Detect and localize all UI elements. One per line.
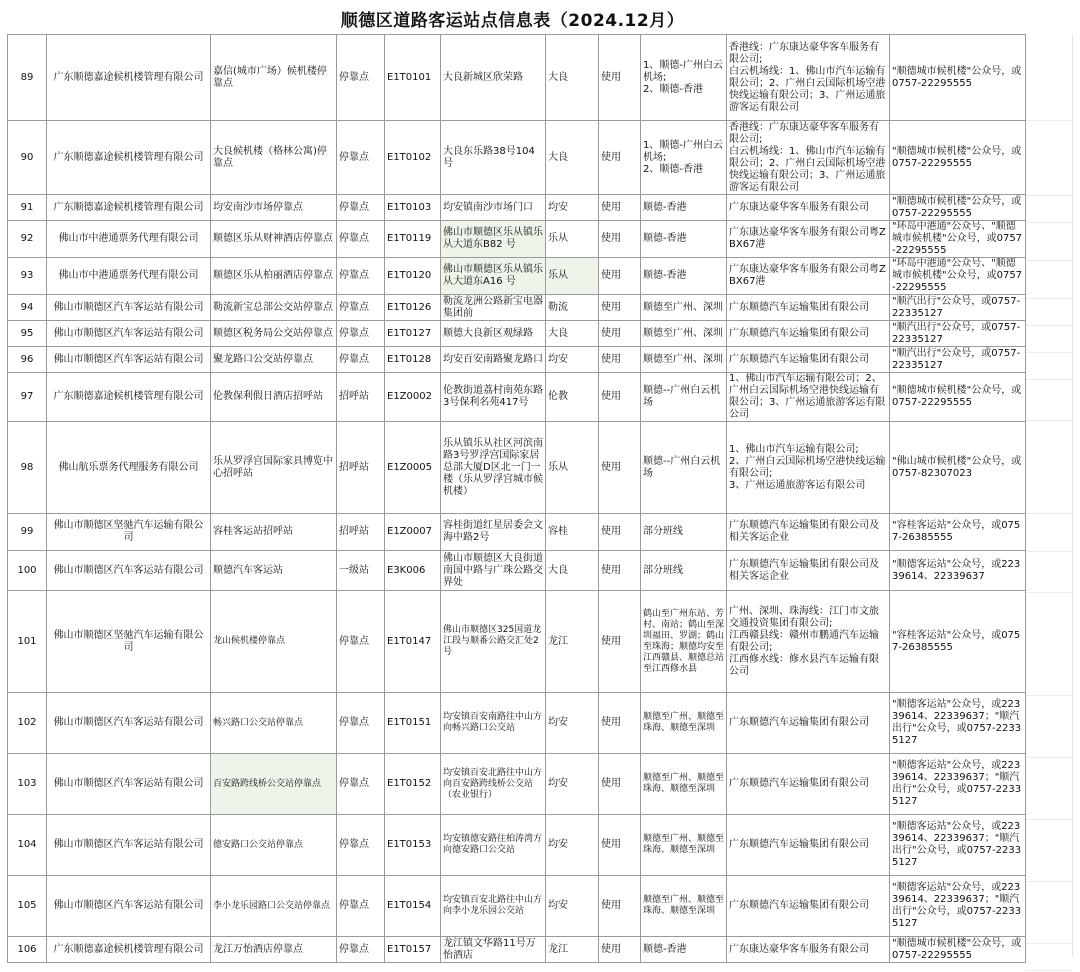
town-cell: 均安	[546, 195, 599, 221]
station-type-cell: 一级站	[337, 551, 385, 591]
town-cell: 大良	[546, 121, 599, 195]
carriers-cell: 广东顺德汽车运输集团有限公司	[727, 876, 890, 937]
carriers-cell: 广东康达豪华客车服务有限公司	[727, 937, 890, 963]
station-type-cell: 停靠点	[337, 591, 385, 693]
lines-cell: 顺德-香港	[641, 195, 727, 221]
contact-cell: "顺德客运站"公众号，或22339614、22339637；"顺汽出行"公众号，或0757-22335127	[890, 876, 1026, 937]
row-number: 101	[8, 591, 47, 693]
table-row	[8, 321, 1026, 347]
station-type-cell: 招呼站	[337, 422, 385, 514]
town-cell: 大良	[546, 35, 599, 121]
table-row	[8, 121, 1026, 195]
status-cell: 使用	[599, 121, 641, 195]
row-number: 100	[8, 551, 47, 591]
station-name-cell: 均安南沙市场停靠点	[211, 195, 337, 221]
empty-cell	[1025, 593, 1072, 696]
station-code-cell: E1T0153	[385, 815, 441, 876]
operator-cell: 佛山市中港通票务代理有限公司	[47, 221, 211, 258]
operator-cell: 广东顺德嘉途候机楼管理有限公司	[47, 35, 211, 121]
station-code-cell: E1T0119	[385, 221, 441, 258]
contact-cell: "顺德城市候机楼"公众号，或0757-22295555	[890, 373, 1026, 422]
row-number: 94	[8, 295, 47, 321]
table-row	[8, 815, 1026, 876]
operator-cell: 佛山市顺德区汽车客运站有限公司	[47, 295, 211, 321]
row-number: 92	[8, 221, 47, 258]
carriers-cell: 广东顺德汽车运输集团有限公司及相关客运企业	[727, 514, 890, 551]
town-cell: 龙江	[546, 937, 599, 963]
empty-cell	[1025, 820, 1072, 882]
row-number: 90	[8, 121, 47, 195]
station-type-cell: 停靠点	[337, 195, 385, 221]
operator-cell: 佛山市顺德区坚驰汽车运输有限公司	[47, 591, 211, 693]
row-number: 105	[8, 876, 47, 937]
station-code-cell: E1T0151	[385, 693, 441, 754]
station-code-cell: E1Z0007	[385, 514, 441, 551]
carriers-cell: 1、佛山市汽车运输有限公司；2、广州白云国际机场空港快线运输有限公司；3、广州运通旅游客运有限公司	[727, 373, 890, 422]
status-cell: 使用	[599, 514, 641, 551]
station-name-cell: 嘉信(城市广场）候机楼停靠点	[211, 35, 337, 121]
station-code-cell: E1Z0005	[385, 422, 441, 514]
station-code-cell: E1T0120	[385, 258, 441, 295]
lines-cell: 顺德至广州、顺德至珠海、顺德至深圳	[641, 693, 727, 754]
status-cell: 使用	[599, 551, 641, 591]
lines-cell: 鹤山至广州东站、芳村、南站；鹤山至深圳福田、罗湖；鹤山至珠海；顺德均安至江西赣县、顺德总站至江西修水县	[641, 591, 727, 693]
contact-cell: "顺德城市候机楼"公众号，或0757-22295555	[890, 937, 1026, 963]
station-code-cell: E1T0102	[385, 121, 441, 195]
station-code-cell: E1T0126	[385, 295, 441, 321]
station-name-cell: 勒流新宝总部公交站停靠点	[211, 295, 337, 321]
operator-cell: 广东顺德嘉途候机楼管理有限公司	[47, 195, 211, 221]
station-code-cell: E1T0157	[385, 937, 441, 963]
empty-cell	[1025, 261, 1072, 299]
carriers-cell: 香港线：广东康达豪华客车服务有限公司; 白云机场线：1、佛山市汽车运输有限公司；2、广州白云国际机场空港快线运输有限公司；3、广州运通旅游客运有限公司	[727, 35, 890, 121]
carriers-cell: 广东顺德汽车运输集团有限公司	[727, 347, 890, 373]
station-code-cell: E3K006	[385, 551, 441, 591]
contact-cell: "容桂客运站"公众号，或0757-26385555	[890, 514, 1026, 551]
empty-cell	[1025, 514, 1072, 552]
station-name-cell: 顺德区乐从柏丽酒店停靠点	[211, 258, 337, 295]
empty-cell	[1025, 380, 1072, 421]
carriers-cell: 广东康达豪华客车服务有限公司粤ZBX67港	[727, 221, 890, 258]
address-cell: 佛山市顺德区乐从镇乐从大道东A16 号	[441, 258, 546, 295]
empty-cell	[1025, 223, 1072, 261]
operator-cell: 佛山市顺德区汽车客运站有限公司	[47, 815, 211, 876]
station-name-cell: 伦教保利假日酒店招呼站	[211, 373, 337, 422]
empty-cell	[1025, 421, 1072, 514]
contact-cell: "顺汽出行"公众号，或0757-22335127	[890, 321, 1026, 347]
contact-cell: "环岛中港通"公众号、"顺德城市候机楼"公众号，或0757-22295555	[890, 221, 1026, 258]
operator-cell: 佛山市顺德区汽车客运站有限公司	[47, 321, 211, 347]
carriers-cell: 广东顺德汽车运输集团有限公司及相关客运企业	[727, 551, 890, 591]
row-number: 96	[8, 347, 47, 373]
address-cell: 均安百安南路聚龙路口	[441, 347, 546, 373]
status-cell: 使用	[599, 258, 641, 295]
table-row	[8, 754, 1026, 815]
empty-cell	[1025, 552, 1072, 593]
lines-cell: 顺德-香港	[641, 221, 727, 258]
status-cell: 使用	[599, 591, 641, 693]
lines-cell: 顺德至广州、顺德至珠海、顺德至深圳	[641, 754, 727, 815]
status-cell: 使用	[599, 221, 641, 258]
station-table	[7, 34, 1026, 963]
station-name-cell: 龙山候机楼停靠点	[211, 591, 337, 693]
lines-cell: 顺德至广州、深圳	[641, 295, 727, 321]
station-code-cell: E1Z0002	[385, 373, 441, 422]
status-cell: 使用	[599, 373, 641, 422]
station-type-cell: 停靠点	[337, 347, 385, 373]
table-row	[8, 195, 1026, 221]
operator-cell: 佛山航乐票务代理服务有限公司	[47, 422, 211, 514]
station-type-cell: 停靠点	[337, 693, 385, 754]
station-type-cell: 停靠点	[337, 221, 385, 258]
town-cell: 均安	[546, 815, 599, 876]
station-name-cell: 龙江万怡酒店停靠点	[211, 937, 337, 963]
operator-cell: 广东顺德嘉途候机楼管理有限公司	[47, 937, 211, 963]
lines-cell: 部分班线	[641, 514, 727, 551]
contact-cell: "容桂客运站"公众号，或0757-26385555	[890, 591, 1026, 693]
empty-cell	[1025, 944, 1072, 971]
station-code-cell: E1T0127	[385, 321, 441, 347]
address-cell: 大良东乐路38号104号	[441, 121, 546, 195]
lines-cell: 顺德至广州、顺德至珠海、顺德至深圳	[641, 876, 727, 937]
town-cell: 乐从	[546, 221, 599, 258]
contact-cell: "顺德客运站"公众号，或22339614、22339637	[890, 551, 1026, 591]
row-number: 97	[8, 373, 47, 422]
carriers-cell: 广东顺德汽车运输集团有限公司	[727, 754, 890, 815]
row-number: 95	[8, 321, 47, 347]
address-cell: 顺德大良新区观绿路	[441, 321, 546, 347]
station-code-cell: E1T0147	[385, 591, 441, 693]
station-name-cell: 顺德汽车客运站	[211, 551, 337, 591]
table-row	[8, 373, 1026, 422]
empty-cell	[1025, 299, 1072, 326]
address-cell: 佛山市顺德区325国道龙江段与顺番公路交汇处2号	[441, 591, 546, 693]
row-number: 106	[8, 937, 47, 963]
station-name-cell: 李小龙乐园路口公交站停靠点	[211, 876, 337, 937]
row-number: 104	[8, 815, 47, 876]
empty-cell	[1025, 353, 1072, 380]
address-cell: 均安镇百安南路往中山方向畅兴路口公交站	[441, 693, 546, 754]
station-name-cell: 百安路跨线桥公交站停靠点	[211, 754, 337, 815]
table-row	[8, 258, 1026, 295]
station-name-cell: 德安路口公交站停靠点	[211, 815, 337, 876]
page-title: 顺德区道路客运站点信息表（2024.12月）	[340, 11, 685, 31]
table-row	[8, 876, 1026, 937]
lines-cell: 顺德--广州白云机场	[641, 422, 727, 514]
empty-cell	[1025, 326, 1072, 353]
empty-cell	[1025, 758, 1072, 820]
town-cell: 均安	[546, 347, 599, 373]
operator-cell: 佛山市顺德区汽车客运站有限公司	[47, 347, 211, 373]
contact-cell: "佛山城市候机楼"公众号，或0757-82307023	[890, 422, 1026, 514]
table-row	[8, 937, 1026, 963]
empty-cell	[1025, 196, 1072, 223]
lines-cell: 1、顺德-广州白云机场; 2、顺德-香港	[641, 121, 727, 195]
carriers-cell: 广东康达豪华客车服务有限公司粤ZBX67港	[727, 258, 890, 295]
lines-cell: 顺德-香港	[641, 937, 727, 963]
town-cell: 龙江	[546, 591, 599, 693]
empty-cell	[1025, 121, 1072, 196]
station-code-cell: E1T0152	[385, 754, 441, 815]
contact-cell: "顺汽出行"公众号，或0757-22335127	[890, 295, 1026, 321]
contact-cell: "顺德客运站"公众号，或22339614、22339637；"顺汽出行"公众号，或0757-22335127	[890, 754, 1026, 815]
row-number: 102	[8, 693, 47, 754]
operator-cell: 广东顺德嘉途候机楼管理有限公司	[47, 121, 211, 195]
lines-cell: 顺德-香港	[641, 258, 727, 295]
lines-cell: 1、顺德-广州白云机场; 2、顺德-香港	[641, 35, 727, 121]
station-type-cell: 停靠点	[337, 121, 385, 195]
station-type-cell: 停靠点	[337, 876, 385, 937]
address-cell: 佛山市顺德区乐从镇乐从大道东B82 号	[441, 221, 546, 258]
table-row	[8, 295, 1026, 321]
status-cell: 使用	[599, 347, 641, 373]
row-number: 99	[8, 514, 47, 551]
table-row	[8, 551, 1026, 591]
town-cell: 勒流	[546, 295, 599, 321]
station-name-cell: 顺德区乐从财神酒店停靠点	[211, 221, 337, 258]
status-cell: 使用	[599, 876, 641, 937]
town-cell: 乐从	[546, 258, 599, 295]
contact-cell: "顺德客运站"公众号，或22339614、22339637；"顺汽出行"公众号，或0757-22335127	[890, 815, 1026, 876]
carriers-cell: 广州、深圳、珠海线：江门市文旅交通投资集团有限公司; 江西赣县线：赣州市鹏通汽车运输有限公司; 江西修水线：修水县汽车运输有限公司	[727, 591, 890, 693]
carriers-cell: 广东康达豪华客车服务有限公司	[727, 195, 890, 221]
row-number: 93	[8, 258, 47, 295]
town-cell: 容桂	[546, 514, 599, 551]
operator-cell: 佛山市顺德区汽车客运站有限公司	[47, 693, 211, 754]
empty-cell	[1025, 882, 1072, 944]
status-cell: 使用	[599, 295, 641, 321]
row-number: 103	[8, 754, 47, 815]
status-cell: 使用	[599, 35, 641, 121]
status-cell: 使用	[599, 321, 641, 347]
station-code-cell: E1T0154	[385, 876, 441, 937]
station-name-cell: 容桂客运站招呼站	[211, 514, 337, 551]
lines-cell: 顺德至广州、深圳	[641, 321, 727, 347]
contact-cell: "顺汽出行"公众号，或0757-22335127	[890, 347, 1026, 373]
station-name-cell: 大良候机楼（格林公寓)停靠点	[211, 121, 337, 195]
operator-cell: 佛山市顺德区汽车客运站有限公司	[47, 876, 211, 937]
row-number: 91	[8, 195, 47, 221]
table-row	[8, 347, 1026, 373]
address-cell: 均安镇百安北路往中山方向李小龙乐园公交站	[441, 876, 546, 937]
operator-cell: 佛山市顺德区坚驰汽车运输有限公司	[47, 514, 211, 551]
address-cell: 均安镇南沙市场门口	[441, 195, 546, 221]
address-cell: 容桂街道红星居委会文海中路2号	[441, 514, 546, 551]
address-cell: 勒流龙洲公路新宝电器集团前	[441, 295, 546, 321]
table-row	[8, 221, 1026, 258]
empty-column	[1025, 34, 1073, 956]
empty-cell	[1025, 34, 1072, 121]
address-cell: 大良新城区欣荣路	[441, 35, 546, 121]
operator-cell: 佛山市顺德区汽车客运站有限公司	[47, 551, 211, 591]
station-type-cell: 招呼站	[337, 373, 385, 422]
status-cell: 使用	[599, 815, 641, 876]
status-cell: 使用	[599, 422, 641, 514]
station-type-cell: 停靠点	[337, 815, 385, 876]
lines-cell: 部分班线	[641, 551, 727, 591]
town-cell: 均安	[546, 693, 599, 754]
town-cell: 伦教	[546, 373, 599, 422]
status-cell: 使用	[599, 195, 641, 221]
lines-cell: 顺德--广州白云机场	[641, 373, 727, 422]
status-cell: 使用	[599, 693, 641, 754]
contact-cell: "顺德城市候机楼"公众号，或0757-22295555	[890, 195, 1026, 221]
lines-cell: 顺德至广州、深圳	[641, 347, 727, 373]
station-type-cell: 停靠点	[337, 35, 385, 121]
address-cell: 均安镇德安路往柏涛湾方向德安路口公交站	[441, 815, 546, 876]
town-cell: 乐从	[546, 422, 599, 514]
station-type-cell: 招呼站	[337, 514, 385, 551]
address-cell: 乐从镇乐从社区河滨南路3号罗浮宫国际家居总部大厦D区北一门一楼（乐从罗浮宫城市候机楼）	[441, 422, 546, 514]
station-name-cell: 乐从罗浮宫国际家具博览中心招呼站	[211, 422, 337, 514]
table-row	[8, 693, 1026, 754]
contact-cell: "顺德客运站"公众号，或22339614、22339637；"顺汽出行"公众号，或0757-22335127	[890, 693, 1026, 754]
lines-cell: 顺德至广州、顺德至珠海、顺德至深圳	[641, 815, 727, 876]
carriers-cell: 香港线：广东康达豪华客车服务有限公司; 白云机场线：1、佛山市汽车运输有限公司；2、广州白云国际机场空港快线运输有限公司；3、广州运通旅游客运有限公司	[727, 121, 890, 195]
town-cell: 大良	[546, 321, 599, 347]
station-name-cell: 顺德区税务局公交站停靠点	[211, 321, 337, 347]
town-cell: 均安	[546, 754, 599, 815]
table-row	[8, 514, 1026, 551]
station-type-cell: 停靠点	[337, 295, 385, 321]
address-cell: 佛山市顺德区大良街道南国中路与广珠公路交界处	[441, 551, 546, 591]
table-row	[8, 591, 1026, 693]
station-type-cell: 停靠点	[337, 258, 385, 295]
address-cell: 龙江镇文华路11号万怡酒店	[441, 937, 546, 963]
operator-cell: 佛山市中港通票务代理有限公司	[47, 258, 211, 295]
station-code-cell: E1T0101	[385, 35, 441, 121]
row-number: 98	[8, 422, 47, 514]
row-number: 89	[8, 35, 47, 121]
carriers-cell: 1、佛山市汽车运输有限公司; 2、广州白云国际机场空港快线运输有限公司; 3、广州运通旅游客运有限公司	[727, 422, 890, 514]
station-name-cell: 畅兴路口公交站停靠点	[211, 693, 337, 754]
address-cell: 均安镇百安北路往中山方向百安路跨线桥公交站（农业银行）	[441, 754, 546, 815]
station-name-cell: 聚龙路口公交站停靠点	[211, 347, 337, 373]
station-type-cell: 停靠点	[337, 321, 385, 347]
contact-cell: "顺德城市候机楼"公众号，或0757-22295555	[890, 121, 1026, 195]
station-type-cell: 停靠点	[337, 937, 385, 963]
table-row	[8, 35, 1026, 121]
address-cell: 伦教街道荔村南苑东路3号保利名苑417号	[441, 373, 546, 422]
empty-cell	[1025, 696, 1072, 758]
station-code-cell: E1T0103	[385, 195, 441, 221]
station-type-cell: 停靠点	[337, 754, 385, 815]
carriers-cell: 广东顺德汽车运输集团有限公司	[727, 321, 890, 347]
operator-cell: 广东顺德嘉途候机楼管理有限公司	[47, 373, 211, 422]
contact-cell: "顺德城市候机楼"公众号，或0757-22295555	[890, 35, 1026, 121]
status-cell: 使用	[599, 754, 641, 815]
carriers-cell: 广东顺德汽车运输集团有限公司	[727, 693, 890, 754]
station-code-cell: E1T0128	[385, 347, 441, 373]
status-cell: 使用	[599, 937, 641, 963]
carriers-cell: 广东顺德汽车运输集团有限公司	[727, 815, 890, 876]
table-row	[8, 422, 1026, 514]
operator-cell: 佛山市顺德区汽车客运站有限公司	[47, 754, 211, 815]
town-cell: 均安	[546, 876, 599, 937]
town-cell: 大良	[546, 551, 599, 591]
contact-cell: "环岛中港通"公众号、"顺德城市候机楼"公众号，或0757-22295555	[890, 258, 1026, 295]
carriers-cell: 广东顺德汽车运输集团有限公司	[727, 295, 890, 321]
